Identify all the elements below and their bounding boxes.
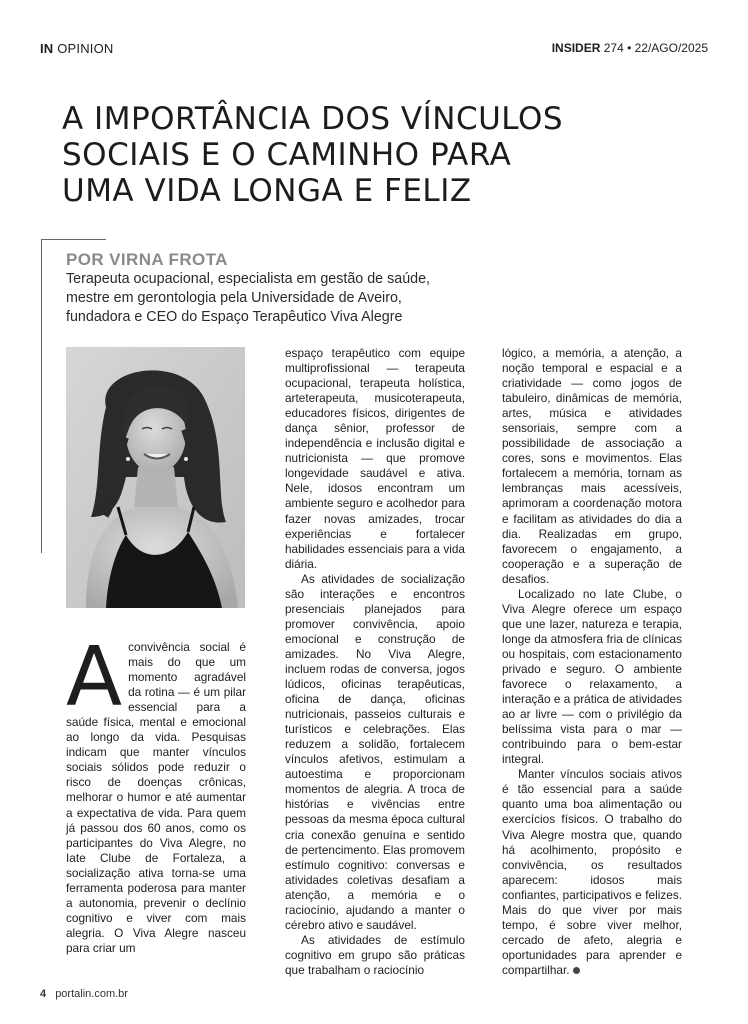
article-title <box>62 101 722 209</box>
author-photo <box>66 347 245 608</box>
page-number: 4 <box>40 988 47 1000</box>
byline: POR VIRNA FROTA <box>66 250 228 269</box>
end-of-article-icon <box>573 967 580 974</box>
paragraph: convivência social é mais do que um momento agradável da rotina — é um pilar essencial para a saúde física, mental e emocional ao longo da vida. Pesquisas indicam que manter vínculos sociais sólidos pode reduzir o risco de doenças crônicas, melhorar o humor e até aumentar a expectativa de vida. Para quem já passou dos 60 anos, como os participantes do Viva Alegre, no Iate Clube de Fortaleza, a socialização ativa torna-se uma ferramenta poderosa para manter a autonomia, prevenir o declínio cognitivo e viver com mais alegria. O Viva Alegre nasceu para criar um <box>66 640 246 955</box>
paragraph: Localizado no Iate Clube, o Viva Alegre oferece um espaço que une lazer, natureza e terapia, longe da atmosfera fria de clínicas ou hospitais, com estacionamento privado e seguro. O ambiente favorece o relaxamento, a interação e a prática de atividades ao ar livre — com o privilégio da belíssima vista para o mar — contribuindo para o bem-estar integral. <box>502 586 682 767</box>
column-1 <box>66 630 246 956</box>
page-footer <box>40 988 128 1000</box>
magazine-name: INSIDER <box>551 41 601 55</box>
paragraph-text: Manter vínculos sociais ativos é tão essencial para a saúde quanto uma boa alimentação ou exercícios físicos. O trabalho do Viva Alegre mostra que, quando há acolhimento, propósito e convivência, os resultados aparecem: idosos mais confiantes, participativos e felizes. Mais do que viver por mais tempo, é sobre viver melhor, cercado de afeto, alegria e oportunidades para aprender e compartilhar. <box>502 767 682 977</box>
drop-cap: A <box>66 630 123 725</box>
paragraph: As atividades de socialização são interações e encontros presenciais planejados para promover convivência, apoio emocional e construção de amizades. No Viva Alegre, incluem rodas de conversa, jogos lúdicos, oficinas terapêuticas, oficina de dança, oficinas nutricionais, passeios culturais e turísticos e celebrações. Elas reduzem a solidão, fortalecem vínculos afetivos, estimulam a autoestima e proporcionam momentos de alegria. A troca de histórias e vivências entre pessoas da mesma época cultural cria conexão genuína e sentido de pertencimento. Elas promovem estímulo cognitivo: conversas e atividades coletivas desafiam a atenção, a memória e o raciocínio, ajudando a manter o cérebro ativo e saudável. <box>285 571 465 932</box>
column-2 <box>285 346 465 978</box>
section-label-name: OPINION <box>57 41 114 56</box>
bio-line: mestre em gerontologia pela Universidade de Aveiro, <box>66 290 402 306</box>
title-line: A IMPORTÂNCIA DOS VÍNCULOS <box>62 101 564 137</box>
paragraph: As atividades de estímulo cognitivo em grupo são práticas que trabalham o raciocínio <box>285 932 465 977</box>
paragraph: espaço terapêutico com equipe multiprofissional — terapeuta ocupacional, terapeuta holística, arteterapeuta, musicoterapeuta, educadores físicos, dirigentes de dança sênior, professor de independência e inclusão digital e nutricionista — que promove longevidade saudável e ativa. Nele, idosos encontram um ambiente seguro e acolhedor para fazer novas amizades, trocar experiências e fortalecer habilidades essenciais para a vida diária. <box>285 346 465 571</box>
paragraph: lógico, a memória, a atenção, a noção temporal e espacial e a criatividade — como jogos de tabuleiro, dinâmicas de memória, artes, música e atividades sensoriais, sempre com a possibilidade de associação a cores, sons e movimentos. Elas fortalecem a memória, tornam as lembranças mais acessíveis, aprimoram a coordenação motora e facilitam as atividades do dia a dia. Realizadas em grupo, favorecem o engajamento, a cooperação e a superação de desafios. <box>502 346 682 586</box>
issue-number-date: 274 • 22/AGO/2025 <box>603 41 708 55</box>
author-portrait-icon <box>66 347 245 608</box>
section-label-strong: IN <box>40 41 54 56</box>
site-link[interactable]: portalin.com.br <box>55 988 128 1000</box>
column-3 <box>502 346 682 978</box>
title-line: SOCIAIS E O CAMINHO PARA <box>62 137 512 173</box>
bio-line: Terapeuta ocupacional, especialista em gestão de saúde, <box>66 271 431 287</box>
last-paragraph <box>502 767 682 978</box>
bio-line: fundadora e CEO do Espaço Terapêutico Viva Alegre <box>66 309 403 325</box>
author-bio <box>66 270 506 327</box>
title-line: UMA VIDA LONGA E FELIZ <box>62 173 472 209</box>
section-label <box>40 41 114 56</box>
issue-info <box>552 41 708 55</box>
